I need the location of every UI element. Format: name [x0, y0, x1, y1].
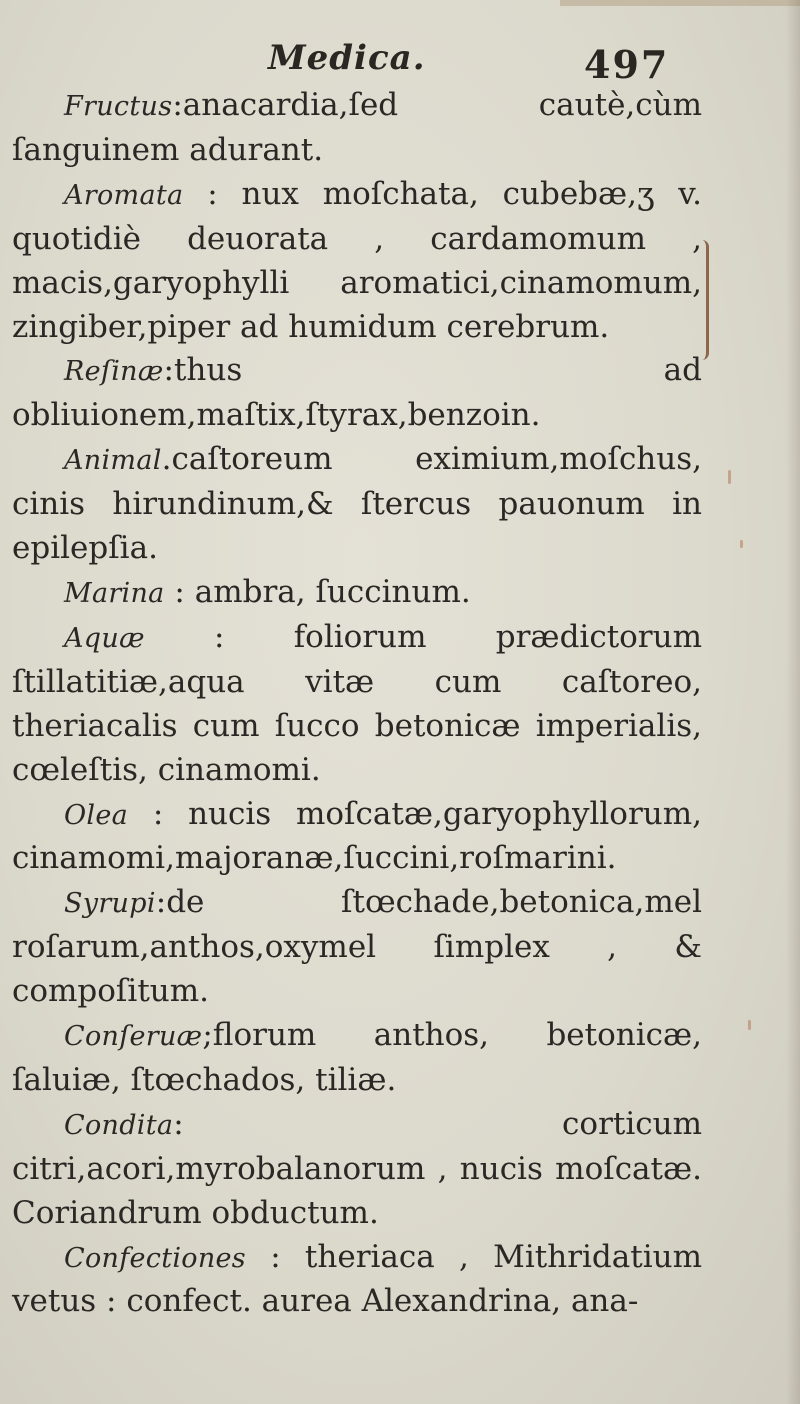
paragraph-label: Condita: [64, 1109, 174, 1141]
body-text: [12, 84, 702, 1324]
paragraph-label: Fructus: [64, 91, 173, 122]
paragraph-text: : nucis moſcatæ,garyophyllorum, cinamomi,majoranæ,ſuccini,roſmarini.: [12, 795, 702, 877]
paper-speck: [748, 1020, 751, 1030]
paragraph-confectiones: [12, 1236, 702, 1325]
page-number: 497: [584, 42, 670, 87]
paragraph-text: .caſtoreum eximium,moſchus, cinis hirundinum,& ſtercus pauonum in epilepſia.: [12, 441, 702, 567]
paragraph-olea: [12, 793, 702, 882]
paragraph-label: Syrupi: [64, 888, 156, 920]
paragraph-marina: [12, 571, 702, 616]
page-right-edge-shadow: [786, 0, 800, 1404]
paragraph-fructus: [12, 84, 702, 173]
page-top-edge: [560, 0, 800, 6]
paragraph-resinae: [12, 349, 702, 438]
paragraph-text: :thus ad obliuionem,maſtix,ſtyrax,benzoin.: [12, 352, 702, 434]
running-head: [0, 30, 800, 90]
paragraph-text: : nux moſchata, cubebæ,ʒ v. quotidiè deuorata , cardamomum , macis,garyophylli aromatici,cinamomum, zingiber,piper ad humidum cerebrum.: [12, 175, 702, 345]
paragraph-aquae: [12, 616, 702, 793]
paragraph-text: : foliorum prædictorum ſtillatitiæ,aqua vitæ cum caſtoreo, theriacalis cum ſucco betonicæ imperialis, cœleſtis, cinamomi.: [12, 618, 702, 788]
paragraph-condita: [12, 1103, 702, 1236]
paragraph-text: : ambra, ſuccinum.: [164, 573, 471, 610]
paper-speck: [740, 540, 743, 548]
paragraph-text: :anacardia,ſed cautè,cùm ſanguinem adurant.: [12, 87, 702, 168]
paragraph-label: Olea: [64, 799, 129, 831]
paragraph-label: Reſinæ: [64, 356, 164, 388]
paragraph-aromata: [12, 173, 702, 350]
paper-speck: [728, 470, 731, 484]
paragraph-text: : theriaca , Mithridatium vetus : confect. aurea Alexandrina, ana-: [12, 1238, 702, 1320]
paragraph-animal: [12, 438, 702, 571]
running-head-title: Medica.: [268, 38, 426, 78]
paragraph-syrupi: [12, 881, 702, 1014]
paragraph-conseruae: [12, 1014, 702, 1103]
paragraph-text: : corticum citri,acori,myrobalanorum , nucis moſcatæ. Coriandrum obductum.: [12, 1105, 702, 1231]
paragraph-label: Aromata: [64, 179, 184, 211]
paragraph-text: :de ſtœchade,betonica,mel roſarum,anthos,oxymel ſimplex , & compoſitum.: [12, 884, 702, 1010]
paragraph-text: ;florum anthos, betonicæ, ſaluiæ, ſtœchados, tiliæ.: [12, 1017, 702, 1098]
paragraph-label: Animal: [64, 445, 162, 477]
paragraph-label: Conſeruæ: [64, 1021, 203, 1053]
paragraph-label: Aquæ: [64, 622, 145, 654]
margin-ink-mark: [702, 240, 709, 360]
paragraph-label: Marina: [64, 577, 165, 609]
paragraph-label: Confectiones: [64, 1242, 246, 1274]
